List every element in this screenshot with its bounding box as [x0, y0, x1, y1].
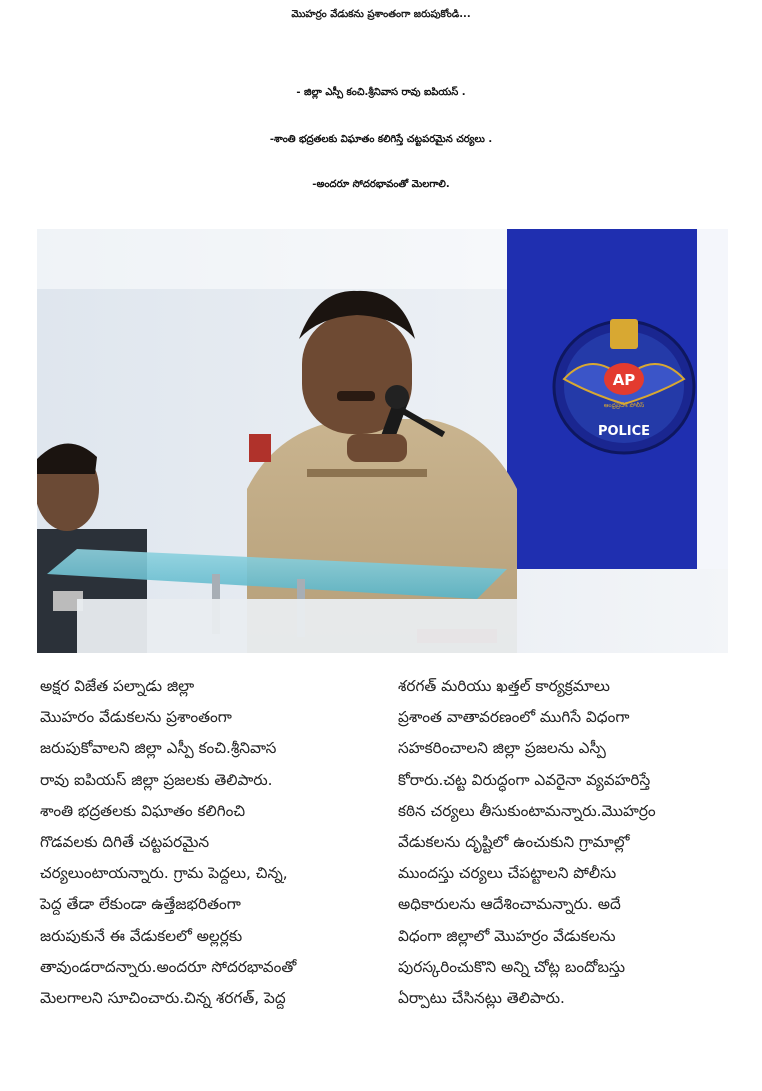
article-line: ఏర్పాటు చేసినట్లు తెలిపారు.	[398, 988, 565, 1007]
article-line: ముందస్తు చర్యలు చేపట్టాలని పోలీసు	[398, 864, 617, 883]
article-line: మెలగాలని సూచించారు.చిన్న శరగత్, పెద్ద	[40, 988, 286, 1007]
headline: మొహర్రం వేడుకను ప్రశాంతంగా జరుపుకోండి...	[291, 9, 471, 20]
article-line: వేడుకలను దృష్టిలో ఉంచుకుని గ్రామాల్లో	[398, 832, 630, 851]
svg-text:ఆంధ్రప్రదేశ్ పోలీస్: ఆంధ్రప్రదేశ్ పోలీస్	[603, 402, 645, 409]
article-line: జరుపుకునే ఈ వేడుకలలో అల్లర్లకు	[40, 926, 243, 945]
news-photo	[37, 229, 728, 653]
article-line: గొడవలకు దిగితే చట్టపరమైన	[40, 832, 210, 851]
article-column-left	[40, 671, 380, 1014]
article-line: సహకరించాలని జిల్లా ప్రజలను ఎస్పీ	[398, 739, 606, 758]
article-line: పురస్కరించుకొని అన్ని చోట్ల బందోబస్తు	[398, 957, 625, 976]
article-line: కోరారు.చట్ట విరుద్ధంగా ఎవరైనా వ్యవహరిస్తే	[398, 770, 651, 789]
article-line: అక్షర విజేత పల్నాడు జిల్లా	[40, 677, 195, 695]
article-line: అధికారులను ఆదేశించామన్నారు. అదే	[398, 895, 621, 914]
article-line: పెద్ద తేడా లేకుండా ఉత్తేజభరితంగా	[40, 895, 241, 914]
svg-text:AP: AP	[612, 371, 636, 389]
article-line: కఠిన చర్యలు తీసుకుంటామన్నారు.మొహర్రం	[398, 801, 656, 820]
article-line: చర్యలుంటాయన్నారు. గ్రామ పెద్దలు, చిన్న,	[40, 864, 288, 883]
article-line: విధంగా జిల్లాలో మొహర్రం వేడుకలను	[398, 926, 616, 945]
article-column-right	[398, 671, 728, 1014]
svg-text:POLICE: POLICE	[597, 424, 651, 439]
article-line: రావు ఐపియస్ జిల్లా ప్రజలకు తెలిపారు.	[40, 770, 273, 789]
subheadline-2: -శాంతి భద్రతలకు విఘాతం కలిగిస్తే చట్టపరమైన చర్యలు .	[269, 134, 493, 145]
subheadline-3: -అందరూ సోదరభావంతో మెలగాలి.	[312, 179, 450, 190]
subheadline-1: - జిల్లా ఎస్పీ కంచి.శ్రీనివాస రావు ఐపియస్ .	[296, 87, 466, 98]
article-line: మొహరం వేడుకలను ప్రశాంతంగా	[40, 708, 232, 727]
article-line: శరగత్ మరియు ఖత్తల్ కార్యక్రమాలు	[398, 677, 610, 695]
article-line: ప్రశాంత వాతావరణంలో ముగిసే విధంగా	[398, 708, 630, 727]
article-line: జరుపుకోవాలని జిల్లా ఎస్పీ కంచి.శ్రీనివాస	[40, 739, 277, 758]
article-line: తావుండరాదన్నారు.అందరూ సోదరభావంతో	[40, 957, 297, 976]
ap-police-logo	[554, 319, 694, 453]
article-line: శాంతి భద్రతలకు విఘాతం కలిగించి	[40, 801, 246, 820]
